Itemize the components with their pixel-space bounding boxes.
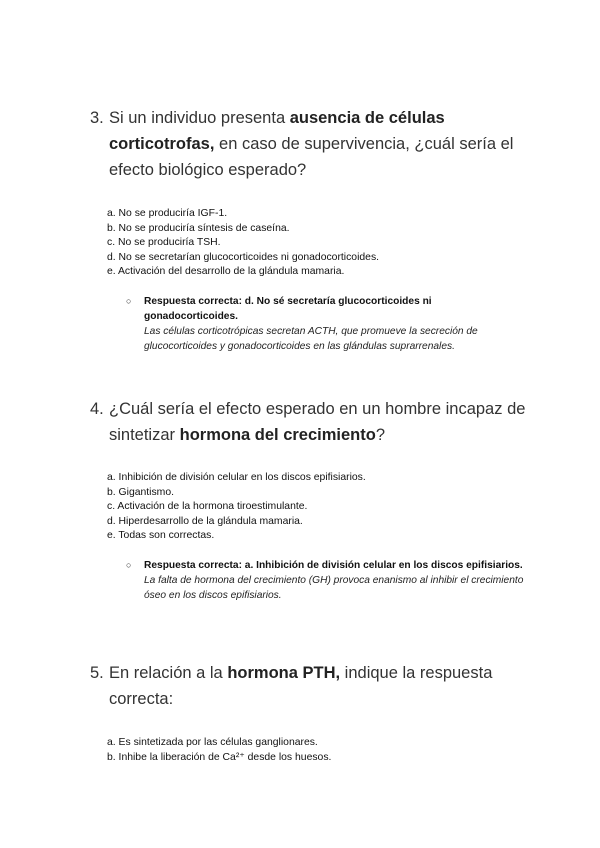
options-list-3	[107, 207, 379, 280]
question-3	[90, 105, 530, 183]
question-text-post: en caso de supervivencia, ¿cuál sería el efecto biológico esperado?	[109, 135, 514, 179]
question-text	[90, 105, 530, 183]
option-c: c. No se produciría TSH.	[107, 237, 221, 249]
question-5	[90, 660, 530, 712]
question-number: 4.	[90, 400, 104, 418]
hollow-circle-bullet-icon: ○	[126, 560, 132, 570]
question-text-bold: hormona del crecimiento	[179, 426, 376, 444]
question-text-bold: hormona PTH,	[227, 664, 341, 682]
option-b: b. Gigantismo.	[107, 486, 174, 498]
question-text-post: ?	[375, 426, 386, 444]
hollow-circle-bullet-icon: ○	[126, 296, 132, 306]
option-e: e. Activación del desarrollo de la glándula mamaria.	[107, 266, 345, 278]
question-text-pre: En relación a la	[109, 664, 228, 682]
option-a: a. Inhibición de división celular en los discos epifisiarios.	[107, 472, 366, 483]
answer-block-3	[126, 294, 526, 354]
answer-explanation: Las células corticotrópicas secretan ACTH, que promueve la secreción de glucocorticoides y gonadocorticoides en las glándulas suprarrenales.	[144, 326, 478, 352]
option-b: b. No se produciría síntesis de caseína.	[107, 222, 290, 234]
option-b: b. Inhibe la liberación de Ca²⁺ desde los huesos.	[107, 751, 332, 763]
question-text-post: indique la respuesta correcta:	[109, 664, 493, 708]
option-c: c. Activación de la hormona tiroestimulante.	[107, 501, 308, 513]
question-text	[90, 396, 530, 448]
options-list-4	[107, 471, 366, 544]
question-text-pre: Si un individuo presenta	[109, 109, 290, 127]
question-number: 5.	[90, 664, 104, 682]
question-4	[90, 396, 530, 448]
option-d: d. No se secretarían glucocorticoides ni gonadocorticoides.	[107, 251, 380, 263]
option-a: a. No se produciría IGF-1.	[107, 208, 228, 219]
option-a: a. Es sintetizada por las células ganglionares.	[107, 737, 318, 748]
question-text	[90, 660, 530, 712]
question-text-bold: ausencia de células corticotrofas,	[109, 109, 445, 153]
question-number: 3.	[90, 109, 104, 127]
answer-explanation: La falta de hormona del crecimiento (GH) provoca enanismo al inhibir el crecimiento óseo en los discos epifisiarios.	[144, 575, 524, 601]
options-list-5	[107, 736, 331, 765]
answer-block-4	[126, 558, 526, 603]
answer-label: Respuesta correcta: a. Inhibición de división celular en los discos epifisiarios.	[144, 560, 523, 571]
option-d: d. Hiperdesarrollo de la glándula mamaria.	[107, 515, 303, 527]
answer-label: Respuesta correcta: d. No sé secretaría glucocorticoides ni gonadocorticoides.	[144, 296, 432, 322]
question-text-pre: ¿Cuál sería el efecto esperado en un hombre incapaz de sintetizar	[109, 400, 526, 444]
option-e: e. Todas son correctas.	[107, 530, 215, 542]
